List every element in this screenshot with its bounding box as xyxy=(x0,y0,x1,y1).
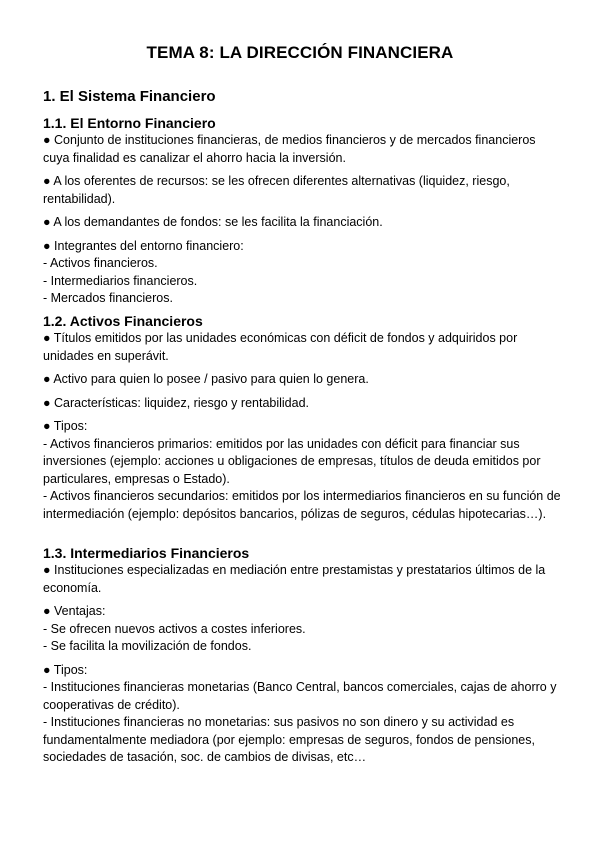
bullet-paragraph: ● Tipos: xyxy=(43,419,88,433)
list-item: - Activos financieros. xyxy=(43,256,158,270)
list-item: - Se ofrecen nuevos activos a costes inferiores. xyxy=(43,621,306,636)
list-item: - Intermediarios financieros. xyxy=(43,273,198,288)
list-item: - Se facilita la movilización de fondos. xyxy=(43,639,252,653)
bullet-paragraph: ● Características: liquidez, riesgo y rentabilidad. xyxy=(43,395,310,410)
section-activos-financieros xyxy=(43,313,563,523)
list-item: - Mercados financieros. xyxy=(43,291,173,305)
list-item: - Activos financieros secundarios: emitidos por los intermediarios financieros en su función de intermediación (ejemplo: depósitos bancarios, pólizas de seguros, cédulas hipotecarias…). xyxy=(43,489,561,521)
list-item: - Instituciones financieras no monetarias: sus pasivos no son dinero y su actividad es fundamentalmente mediadora (por ejemplo: empresas de seguros, fondos de pensiones, sociedades de tasación, soc. de cambios de divisas, etc… xyxy=(43,715,535,764)
page-title: TEMA 8: LA DIRECCIÓN FINANCIERA xyxy=(146,43,454,62)
section-heading-sistema-financiero: 1. El Sistema Financiero xyxy=(43,88,216,105)
bullet-paragraph: ● Instituciones especializadas en mediación entre prestamistas y prestatarios últimos de la economía. xyxy=(43,563,546,595)
list-item: - Instituciones financieras monetarias (Banco Central, bancos comerciales, cajas de ahorro y cooperativas de crédito). xyxy=(43,680,557,712)
list-item: - Activos financieros primarios: emitidos por las unidades con déficit para financiar sus inversiones (ejemplo: acciones u obligaciones de empresas, títulos de deuda emitidos por particulares, empresas o Estado). xyxy=(43,436,541,486)
bullet-paragraph: ● Activo para quien lo posee / pasivo para quien lo genera. xyxy=(43,372,369,386)
subsection-heading: 1.2. Activos Financieros xyxy=(43,313,203,329)
bullet-paragraph: ● Tipos: xyxy=(43,662,88,677)
subsection-heading: 1.3. Intermediarios Financieros xyxy=(43,545,250,561)
bullet-paragraph: ● Conjunto de instituciones financieras, de medios financieros y de mercados financieros cuya finalidad es canalizar el ahorro hacia la inversión. xyxy=(43,133,536,165)
bullet-paragraph: ● A los oferentes de recursos: se les ofrecen diferentes alternativas (liquidez, riesgo, rentabilidad). xyxy=(43,174,510,206)
bullet-paragraph: ● Títulos emitidos por las unidades económicas con déficit de fondos y adquiridos por unidades en superávit. xyxy=(43,331,518,363)
bullet-paragraph: ● Ventajas: xyxy=(43,604,106,618)
bullet-paragraph: ● Integrantes del entorno financiero: xyxy=(43,238,244,253)
subsection-heading: 1.1. El Entorno Financiero xyxy=(43,115,216,131)
bullet-paragraph: ● A los demandantes de fondos: se les facilita la financiación. xyxy=(43,215,383,229)
section-entorno-financiero xyxy=(43,115,563,308)
section-intermediarios-financieros xyxy=(43,545,563,767)
